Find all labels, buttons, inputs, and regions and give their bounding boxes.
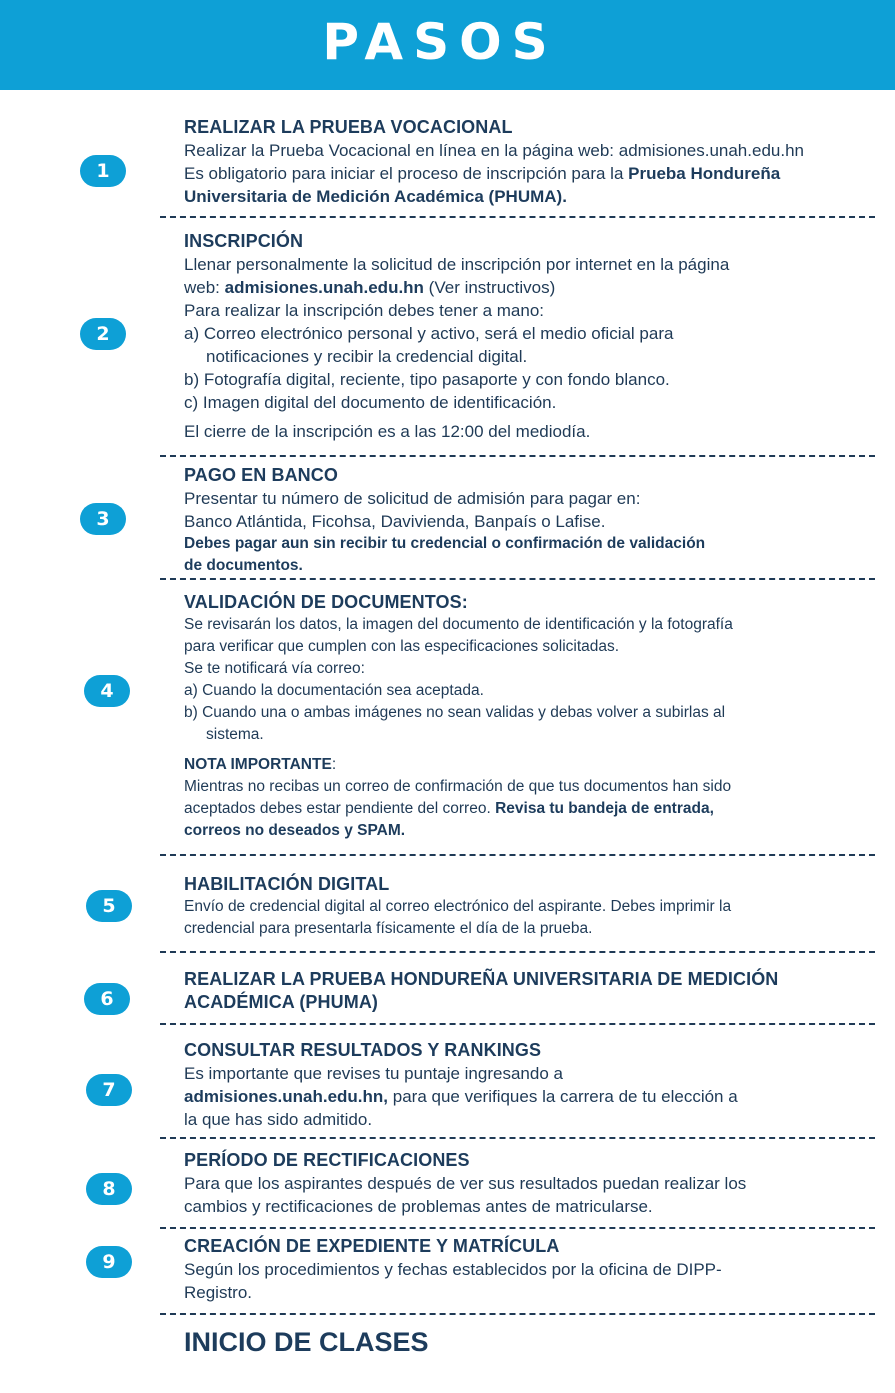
- step-7-text-part: para que verifiques la carrera de tu elección a: [388, 1087, 738, 1106]
- step-2-title: INSCRIPCIÓN: [184, 231, 304, 251]
- step-7-text: Es importante que revises tu puntaje ingresando a: [184, 1064, 563, 1083]
- step-3: [184, 464, 889, 577]
- step-2-text-part: (Ver instructivos): [423, 278, 556, 297]
- step-3-badge: 3: [80, 503, 126, 535]
- step-2: [184, 230, 889, 443]
- note-label: NOTA IMPORTANTE: [184, 756, 332, 773]
- step-7-text: la que has sido admitido.: [184, 1110, 373, 1129]
- divider: [160, 854, 875, 856]
- step-4: [184, 591, 889, 842]
- divider: [160, 1313, 875, 1315]
- step-4-text: b) Cuando una o ambas imágenes no sean validas y debas volver a subirlas al: [184, 704, 726, 721]
- step-3-text-bold: Debes pagar aun sin recibir tu credencial o confirmación de validación: [184, 535, 706, 552]
- step-3-title: PAGO EN BANCO: [184, 465, 338, 485]
- divider: [160, 1137, 875, 1139]
- step-7-link-text: admisiones.unah.edu.hn,: [184, 1087, 389, 1106]
- step-4-title: VALIDACIÓN DE DOCUMENTOS:: [184, 592, 468, 612]
- step-5-text: Envío de credencial digital al correo electrónico del aspirante. Debes imprimir la: [184, 898, 732, 915]
- step-2-link-text: admisiones.unah.edu.hn: [224, 278, 424, 297]
- step-5-title: HABILITACIÓN DIGITAL: [184, 874, 390, 894]
- divider: [160, 578, 875, 580]
- step-2-text: notificaciones y recibir la credencial digital.: [206, 347, 528, 366]
- step-4-text: a) Cuando la documentación sea aceptada.: [184, 682, 484, 699]
- step-2-text-part: web:: [184, 278, 225, 297]
- step-6-badge: 6: [84, 983, 130, 1015]
- step-4-text: sistema.: [206, 726, 264, 743]
- divider: [160, 951, 875, 953]
- step-4-text-bold: correos no deseados y SPAM.: [184, 822, 406, 839]
- step-7-text: [184, 1085, 889, 1108]
- page-title: PASOS: [322, 13, 558, 71]
- step-3-text: Banco Atlántida, Ficohsa, Davivienda, Banpaís o Lafise.: [184, 512, 606, 531]
- step-8-title: PERÍODO DE RECTIFICACIONES: [184, 1150, 470, 1170]
- step-8-badge: 8: [86, 1173, 132, 1205]
- divider: [160, 1227, 875, 1229]
- step-4-text-bold: Revisa tu bandeja de entrada,: [495, 800, 714, 817]
- step-5: [184, 873, 889, 940]
- step-1-text: [184, 162, 889, 185]
- step-7-badge: 7: [86, 1074, 132, 1106]
- step-2-text: [184, 276, 889, 299]
- step-9: [184, 1235, 889, 1304]
- step-1-text-bold: Prueba Hondureña: [628, 164, 781, 183]
- step-2-text: Para realizar la inscripción debes tener a mano:: [184, 301, 545, 320]
- step-6-title-line-2: ACADÉMICA (PHUMA): [184, 992, 379, 1012]
- step-1-text-bold: Universitaria de Medición Académica (PHUMA).: [184, 187, 567, 206]
- step-1-text-part: Es obligatorio para iniciar el proceso de inscripción para la: [184, 164, 629, 183]
- step-4-text: para verificar que cumplen con las especificaciones solicitadas.: [184, 638, 620, 655]
- divider: [160, 455, 875, 457]
- step-3-text: Presentar tu número de solicitud de admisión para pagar en:: [184, 489, 641, 508]
- step-1-title: REALIZAR LA PRUEBA VOCACIONAL: [184, 117, 513, 137]
- step-6: [184, 968, 889, 1014]
- step-1-text: Realizar la Prueba Vocacional en línea en la página web: admisiones.unah.edu.hn: [184, 141, 804, 160]
- step-8-text: Para que los aspirantes después de ver sus resultados puedan realizar los: [184, 1174, 747, 1193]
- step-1-badge: 1: [80, 155, 126, 187]
- step-2-text: Llenar personalmente la solicitud de inscripción por internet en la página: [184, 255, 730, 274]
- step-7: [184, 1039, 889, 1131]
- step-2-text: El cierre de la inscripción es a las 12:00 del mediodía.: [184, 422, 591, 441]
- step-3-text-bold: de documentos.: [184, 557, 303, 574]
- step-4-text: [184, 798, 889, 820]
- header-banner: [0, 0, 895, 90]
- step-9-text: Registro.: [184, 1283, 253, 1302]
- step-2-text: a) Correo electrónico personal y activo, será el medio oficial para: [184, 324, 674, 343]
- step-4-text: Mientras no recibas un correo de confirmación de que tus documentos han sido: [184, 778, 732, 795]
- divider: [160, 1023, 875, 1025]
- step-5-text: credencial para presentarla físicamente el día de la prueba.: [184, 920, 593, 937]
- step-4-note: [184, 754, 889, 776]
- step-2-badge: 2: [80, 318, 126, 350]
- final-step-title: INICIO DE CLASES: [184, 1327, 429, 1357]
- step-6-title: REALIZAR LA PRUEBA HONDUREÑA UNIVERSITARIA DE MEDICIÓN: [184, 969, 779, 989]
- step-7-title: CONSULTAR RESULTADOS Y RANKINGS: [184, 1040, 542, 1060]
- step-8: [184, 1149, 889, 1218]
- step-4-text: Se te notificará vía correo:: [184, 660, 365, 677]
- step-9-title: CREACIÓN DE EXPEDIENTE Y MATRÍCULA: [184, 1236, 560, 1256]
- step-1: [184, 116, 889, 208]
- step-5-badge: 5: [86, 890, 132, 922]
- step-2-text: b) Fotografía digital, reciente, tipo pasaporte y con fondo blanco.: [184, 370, 670, 389]
- step-9-badge: 9: [86, 1246, 132, 1278]
- step-8-text: cambios y rectificaciones de problemas antes de matricularse.: [184, 1197, 653, 1216]
- step-4-text-part: aceptados debes estar pendiente del correo.: [184, 800, 496, 817]
- divider: [160, 216, 875, 218]
- step-4-badge: 4: [84, 675, 130, 707]
- step-4-text: Se revisarán los datos, la imagen del documento de identificación y la fotografía: [184, 616, 733, 633]
- step-2-text: c) Imagen digital del documento de identificación.: [184, 393, 557, 412]
- step-9-text: Según los procedimientos y fechas establecidos por la oficina de DIPP-: [184, 1260, 722, 1279]
- note-colon: :: [331, 756, 337, 773]
